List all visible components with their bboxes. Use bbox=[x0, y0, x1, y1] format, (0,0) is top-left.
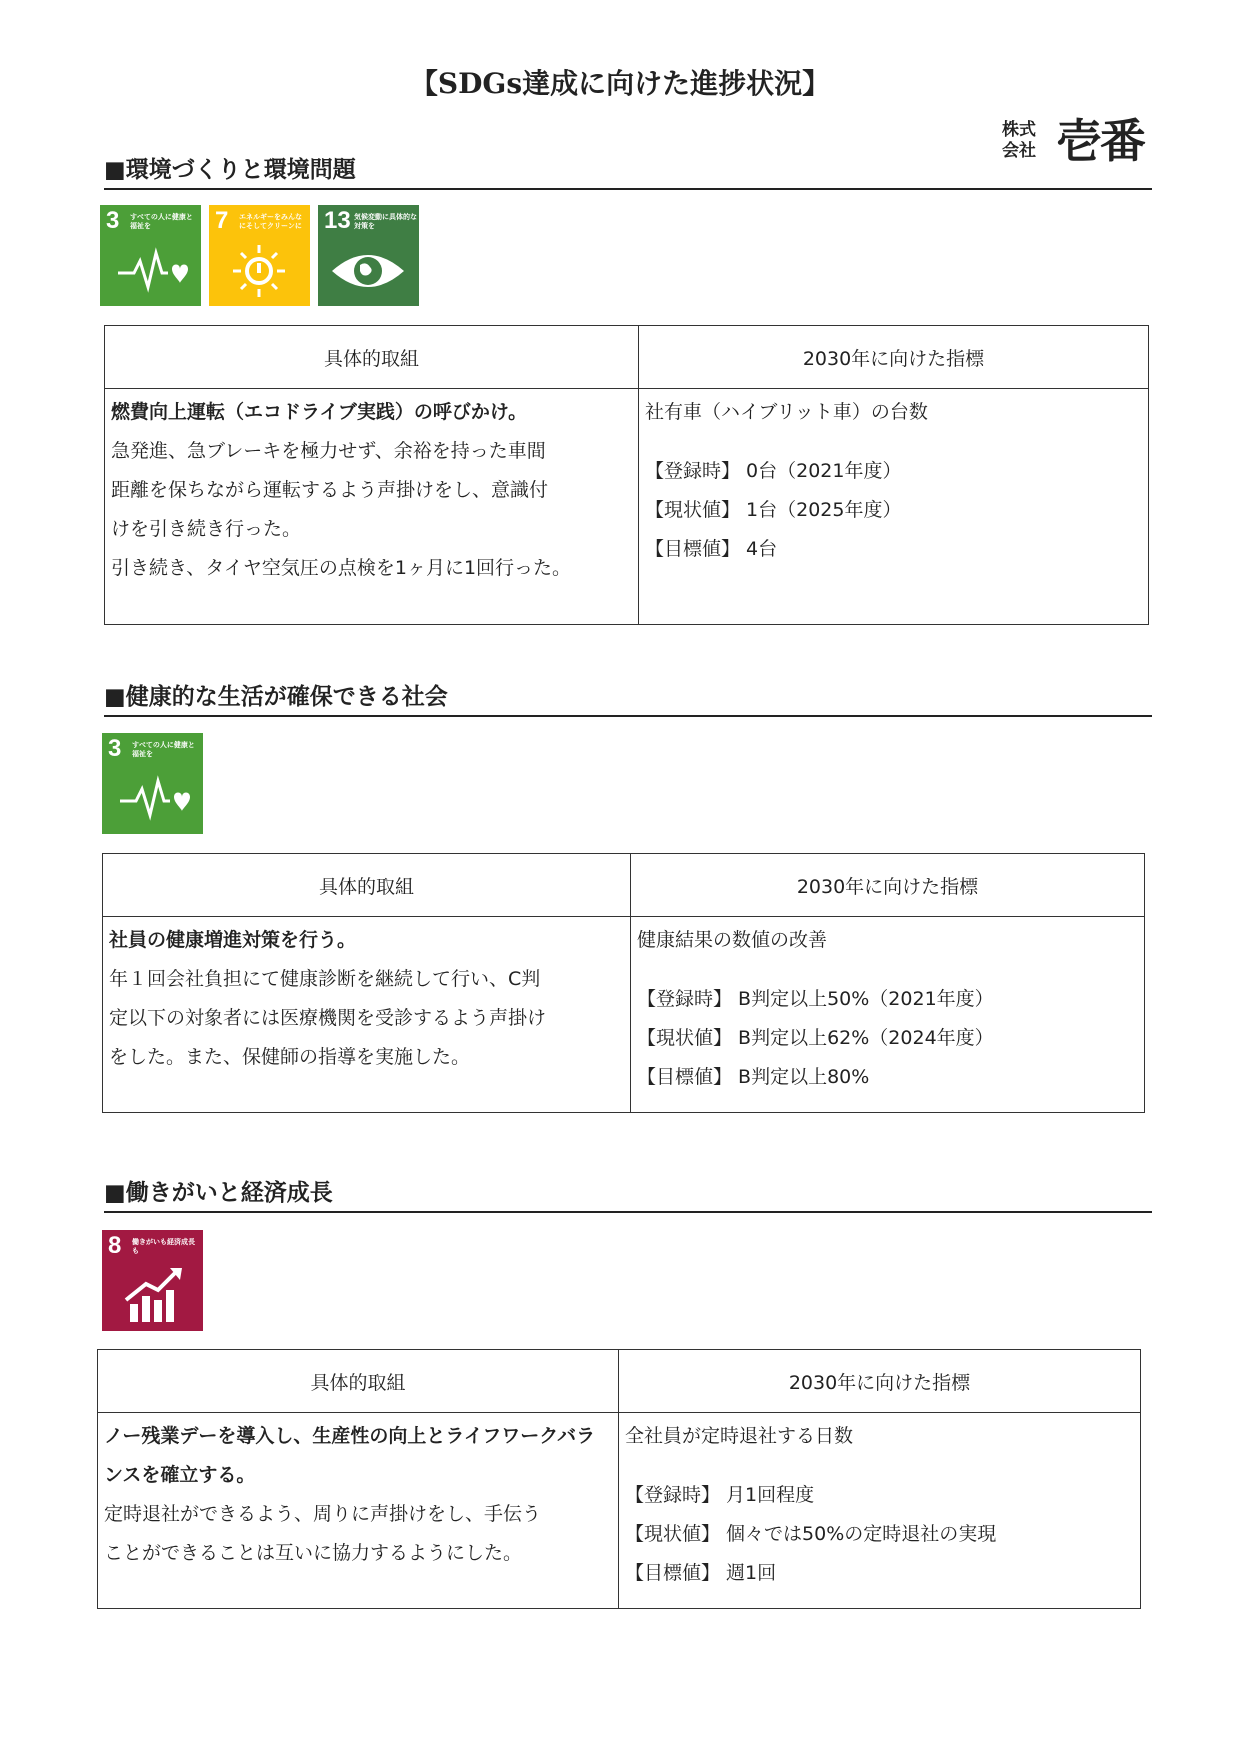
table-environment bbox=[104, 325, 1149, 625]
indicator-value: 【登録時】 0台（2021年度） bbox=[645, 460, 902, 482]
table-header-indicator: 2030年に向けた指標 bbox=[619, 1350, 1141, 1413]
table-header-action: 具体的取組 bbox=[98, 1350, 619, 1413]
action-title: 燃費向上運転（エコドライブ実践）の呼びかけ。 bbox=[111, 401, 528, 423]
heartbeat-icon bbox=[100, 235, 201, 305]
section-heading-environment: ■環境づくりと環境問題 bbox=[104, 151, 1152, 190]
indicator-value: 【目標値】 週1回 bbox=[625, 1562, 777, 1584]
indicator-value: 【現状値】 1台（2025年度） bbox=[645, 499, 902, 521]
action-line: 定時退社ができるよう、周りに声掛けをし、手伝う bbox=[104, 1503, 542, 1525]
indicator-title: 社有車（ハイブリット車）の台数 bbox=[645, 401, 928, 423]
indicator-value: 【登録時】 B判定以上50%（2021年度） bbox=[637, 988, 994, 1010]
action-line: 引き続き、タイヤ空気圧の点検を1ヶ月に1回行った。 bbox=[111, 557, 572, 579]
action-line: けを引き続き行った。 bbox=[111, 518, 302, 540]
indicator-value: 【登録時】 月1回程度 bbox=[625, 1484, 815, 1506]
heartbeat-icon bbox=[102, 763, 203, 833]
sdg-icons-work bbox=[102, 1230, 203, 1331]
action-cell bbox=[105, 389, 639, 625]
sdg-goal-7-icon: 7 エネルギーをみんなにそしてクリーンに bbox=[209, 205, 310, 306]
eye-globe-icon bbox=[318, 235, 419, 305]
indicator-value: 【現状値】 B判定以上62%（2024年度） bbox=[637, 1027, 994, 1049]
action-title: ノー残業デーを導入し、生産性の向上とライフワークバランスを確立する。 bbox=[104, 1425, 596, 1486]
action-cell bbox=[103, 917, 631, 1113]
table-work bbox=[97, 1349, 1141, 1609]
sdg-goal-3-icon: 3 すべての人に健康と福祉を bbox=[100, 205, 201, 306]
sun-power-icon bbox=[209, 235, 310, 305]
sdg-goal-8-icon: 8 働きがいも経済成長も bbox=[102, 1230, 203, 1331]
action-line: 距離を保ちながら運転するよう声掛けをし、意識付 bbox=[111, 479, 549, 501]
sdg-goal-3-icon: 3 すべての人に健康と福祉を bbox=[102, 733, 203, 834]
table-header-indicator: 2030年に向けた指標 bbox=[639, 326, 1149, 389]
table-header-indicator: 2030年に向けた指標 bbox=[631, 854, 1145, 917]
action-cell bbox=[98, 1413, 619, 1609]
indicator-value: 【目標値】 4台 bbox=[645, 538, 778, 560]
sdg-icons-health bbox=[102, 733, 203, 834]
indicator-cell bbox=[639, 389, 1149, 625]
indicator-value: 【目標値】 B判定以上80% bbox=[637, 1066, 870, 1088]
indicator-title: 全社員が定時退社する日数 bbox=[625, 1425, 854, 1447]
action-title: 社員の健康増進対策を行う。 bbox=[109, 929, 357, 951]
action-line: 年１回会社負担にて健康診断を継続して行い、C判 bbox=[109, 968, 541, 990]
logo-name: 壱番 bbox=[1056, 114, 1144, 168]
sdg-icons-environment bbox=[100, 205, 419, 306]
sdg-goal-13-icon: 13 気候変動に具体的な対策を bbox=[318, 205, 419, 306]
indicator-cell bbox=[631, 917, 1145, 1113]
indicator-cell bbox=[619, 1413, 1141, 1609]
table-health bbox=[102, 853, 1145, 1113]
logo-prefix: 株式会社 bbox=[1002, 120, 1036, 161]
action-line: 急発進、急ブレーキを極力せず、余裕を持った車間 bbox=[111, 440, 546, 462]
table-header-action: 具体的取組 bbox=[103, 854, 631, 917]
action-line: ことができることは互いに協力するようにした。 bbox=[104, 1542, 523, 1564]
table-header-action: 具体的取組 bbox=[105, 326, 639, 389]
action-line: 定以下の対象者には医療機関を受診するよう声掛け bbox=[109, 1007, 547, 1029]
indicator-title: 健康結果の数値の改善 bbox=[637, 929, 828, 951]
section-heading-work: ■働きがいと経済成長 bbox=[104, 1174, 1152, 1213]
indicator-value: 【現状値】 個々では50%の定時退社の実現 bbox=[625, 1523, 997, 1545]
growth-chart-icon bbox=[102, 1260, 203, 1330]
section-heading-health: ■健康的な生活が確保できる社会 bbox=[104, 678, 1152, 717]
page-title: 【SDGs達成に向けた進捗状況】 bbox=[409, 67, 831, 100]
action-line: をした。また、保健師の指導を実施した。 bbox=[109, 1046, 471, 1068]
